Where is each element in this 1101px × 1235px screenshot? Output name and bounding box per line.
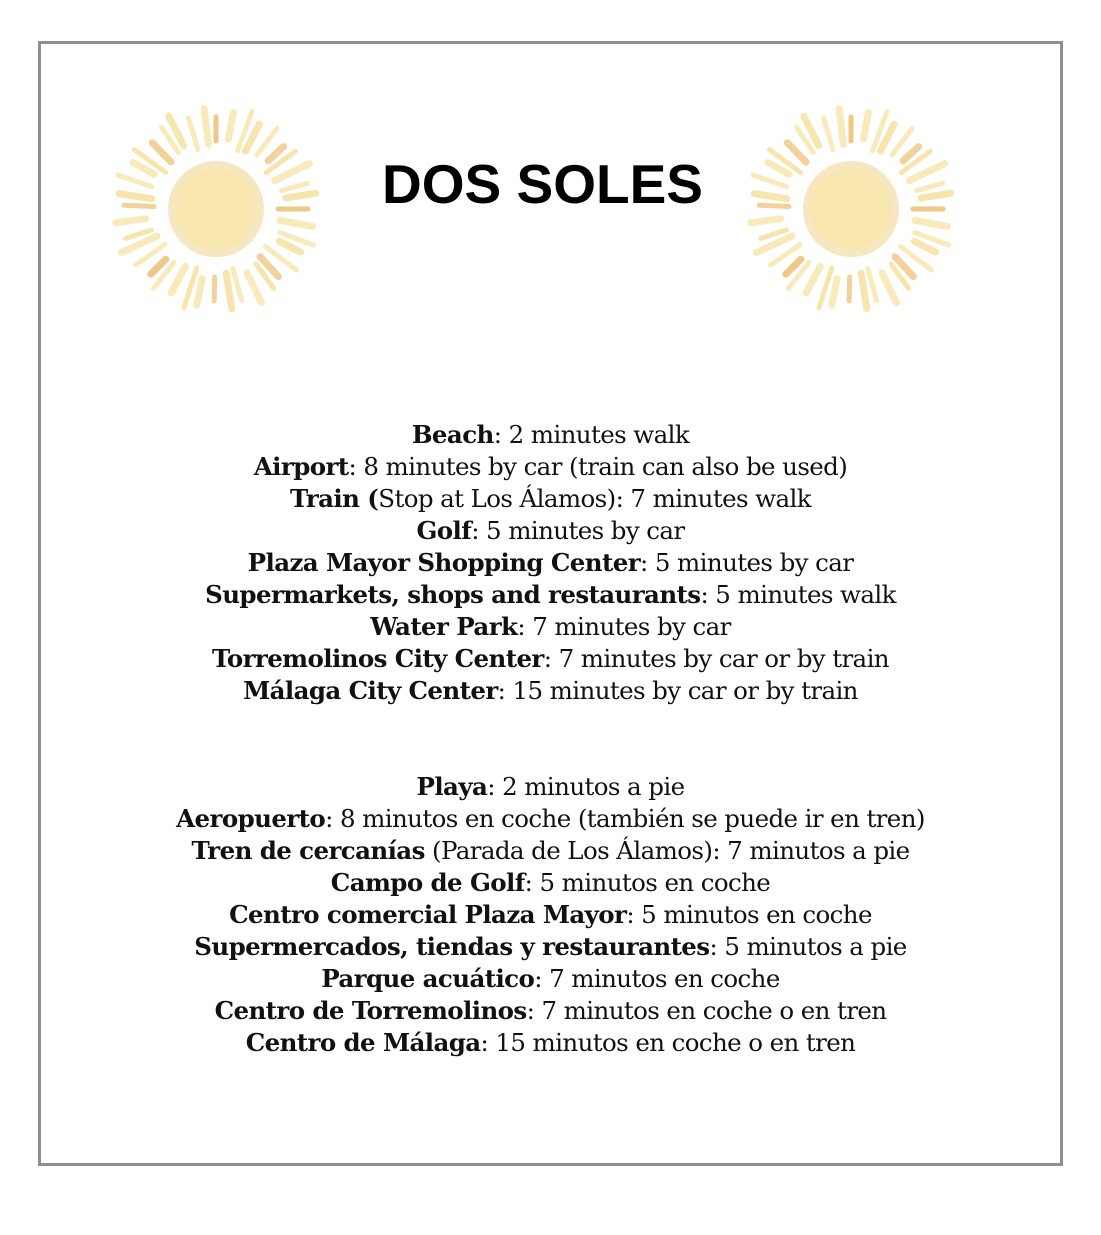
list-item [41,931,1060,963]
place-detail: 7 minutes by car [532,612,731,641]
place-name: Supermarkets, shops and restaurants [205,580,701,609]
list-item [41,579,1060,611]
separator: : [517,612,533,641]
sun-ray [226,273,232,309]
separator: : [640,548,655,577]
sun-ray [787,143,806,162]
place-detail: 7 minutes by car or by train [558,644,889,673]
separator: : [626,900,642,929]
sun-ray [204,109,208,145]
sun-ray [759,205,789,206]
separator: : [709,932,725,961]
sun-ray [917,183,943,190]
place-name: Centro de Málaga [245,1028,481,1057]
list-item [41,675,1060,707]
sun-ray [914,241,935,252]
list-item [41,803,1060,835]
distances-list-english [41,419,1060,707]
list-item [41,835,1060,867]
place-detail: 8 minutos en coche (también se puede ir en tren) [339,804,925,833]
separator: : [700,580,716,609]
list-item [41,771,1060,803]
list-item [41,451,1060,483]
sun-ray [116,219,146,223]
sun-ray [247,273,261,303]
place-detail: 7 minutos en coche [549,964,780,993]
sun-ray [832,279,837,306]
place-name: Water Park [370,612,518,641]
separator: : [348,452,364,481]
list-item [41,899,1060,931]
list-item [41,515,1060,547]
place-detail: 7 minutos en coche o en tren [541,996,887,1025]
separator: : [480,1028,496,1057]
place-name: Tren de cercanías [191,836,425,865]
sun-ray [806,266,820,293]
list-item [41,867,1060,899]
sun-ray [171,266,185,293]
list-item [41,483,1060,515]
place-name: Campo de Golf [330,868,525,897]
separator: : [524,868,540,897]
separator: : [497,676,513,705]
place-detail: 5 minutos en coche [539,868,771,897]
separator: : [325,804,340,833]
place-name: Airport [253,452,349,481]
sun-ray [197,279,202,306]
separator: : [493,420,509,449]
place-name: Supermercados, tiendas y restaurantes [194,932,710,961]
place-detail: 5 minutes by car [486,516,685,545]
page-title: DOS SOLES [382,153,703,215]
sun-ray [751,219,781,223]
separator: : [526,996,542,1025]
place-detail: 5 minutes by car [654,548,854,577]
sun-ray [280,221,313,227]
list-item [41,995,1060,1027]
sun-ray [921,193,951,198]
sun-ray [753,175,787,187]
sun-ray [910,164,945,181]
sun-ray [861,273,867,309]
place-detail: 5 minutos en coche [641,900,872,929]
sun-ray [839,109,843,145]
place-name: Playa [416,772,488,801]
place-name: Parque acuático [321,964,535,993]
list-item [41,547,1060,579]
list-item [41,963,1060,995]
place-name: Train ( [289,484,379,513]
place-detail: 8 minutes by car (train can also be used) [363,452,848,481]
list-item [41,611,1060,643]
place-name: Centro comercial Plaza Mayor [229,900,627,929]
sun-ray [229,113,234,140]
separator: : [471,516,487,545]
list-item [41,419,1060,451]
sun-icon [746,99,956,319]
sun-ray [279,241,300,252]
sun-ray [754,194,787,199]
sun-ray [868,269,877,301]
place-name: Beach [411,420,494,449]
place-detail: 2 minutos a pie [502,772,685,801]
place-name: Aeropuerto [176,804,326,833]
place-name: Málaga City Center [243,676,498,705]
list-item [41,1027,1060,1059]
place-name: Torremolinos City Center [212,644,544,673]
sun-ray [915,221,948,227]
distances-list-spanish [41,771,1060,1059]
sun-ray [864,113,869,140]
document-frame [38,41,1063,1166]
place-detail: 5 minutes walk [715,580,896,609]
sun-ray [189,118,199,150]
separator [425,836,432,865]
place-detail: (Parada de Los Álamos): 7 minutos a pie [431,836,910,865]
sun-core [811,169,891,249]
separator: : [534,964,550,993]
sun-ray [824,118,834,150]
place-name: Golf [416,516,472,545]
sun-ray [233,269,242,301]
place-name: Plaza Mayor Shopping Center [247,548,641,577]
place-name: Centro de Torremolinos [214,996,527,1025]
place-detail: 5 minutos a pie [724,932,907,961]
place-detail: 15 minutes by car or by train [512,676,858,705]
separator: : [487,772,503,801]
list-item [41,643,1060,675]
place-detail: Stop at Los Álamos): 7 minutes walk [378,484,811,513]
separator: : [543,644,559,673]
sun-ray [882,273,896,303]
place-detail: 15 minutos en coche o en tren [495,1028,856,1057]
place-detail: 2 minutes walk [508,420,690,449]
